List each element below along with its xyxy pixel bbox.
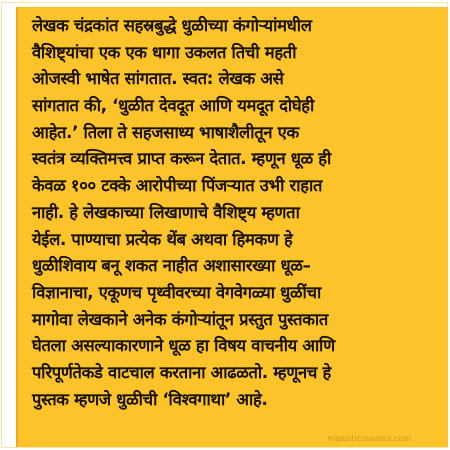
book-cover-scan <box>1 2 448 448</box>
blurb-line: परिपूर्णतेकडे वाटचाल करताना आढळतो. म्हणूनच हे <box>32 362 331 382</box>
blurb-paragraph <box>32 13 442 413</box>
blurb-panel <box>16 7 448 447</box>
blurb-line: लेखक चंद्रकांत सहस्रबुद्धे धुळीच्या कंगोऱ्यांमधील <box>32 16 312 35</box>
blurb-line: वैशिष्ट्यांचा एक एक धागा उकलत तिची महती <box>32 42 297 62</box>
blurb-line: मागोवा लेखकाने अनेक कंगोऱ्यांतून प्रस्तुत पुस्तकात <box>32 309 328 329</box>
blurb-line: स्वतंत्र व्यक्तिमत्त्व प्राप्त करून देतात. म्हणून धूळ ही <box>32 149 332 169</box>
blurb-line: नाही. हे लेखकाच्या लिखाणाचे वैशिष्ट्य म्हणता <box>32 202 300 222</box>
blurb-line: आहेत.’ तिला ते सहजसाध्य भाषाशैलीतून एक <box>32 122 299 142</box>
blurb-line: सांगतात की, ‘धुळीत देवदूत आणि यमदूत दोघेही <box>32 96 315 116</box>
blurb-line: केवळ १०० टक्के आरोपीच्या पिंजऱ्यात उभी राहात <box>32 176 323 196</box>
blurb-line: विज्ञानाचा, एकूणच पृथ्वीवरच्या वेगवेगळ्या धुळींचा <box>32 282 321 302</box>
blurb-line: पुस्तक म्हणजे धुळीची ‘विश्वगाथा’ आहे. <box>32 389 268 409</box>
blurb-line: धुळीशिवाय बनू शकत नाहीत अशासारख्या धूळ– <box>32 256 311 276</box>
blurb-line: ओजस्वी भाषेत सांगतात. स्वत: लेखक असे <box>32 69 284 89</box>
watermark-text: majesticreaders.com <box>327 434 411 443</box>
blurb-line: घेतला असल्याकारणाने धूळ हा विषय वाचनीय आणि <box>32 336 335 356</box>
blurb-line: येईल. पाण्याचा प्रत्येक थेंब अथवा हिमकण हे <box>32 229 293 249</box>
